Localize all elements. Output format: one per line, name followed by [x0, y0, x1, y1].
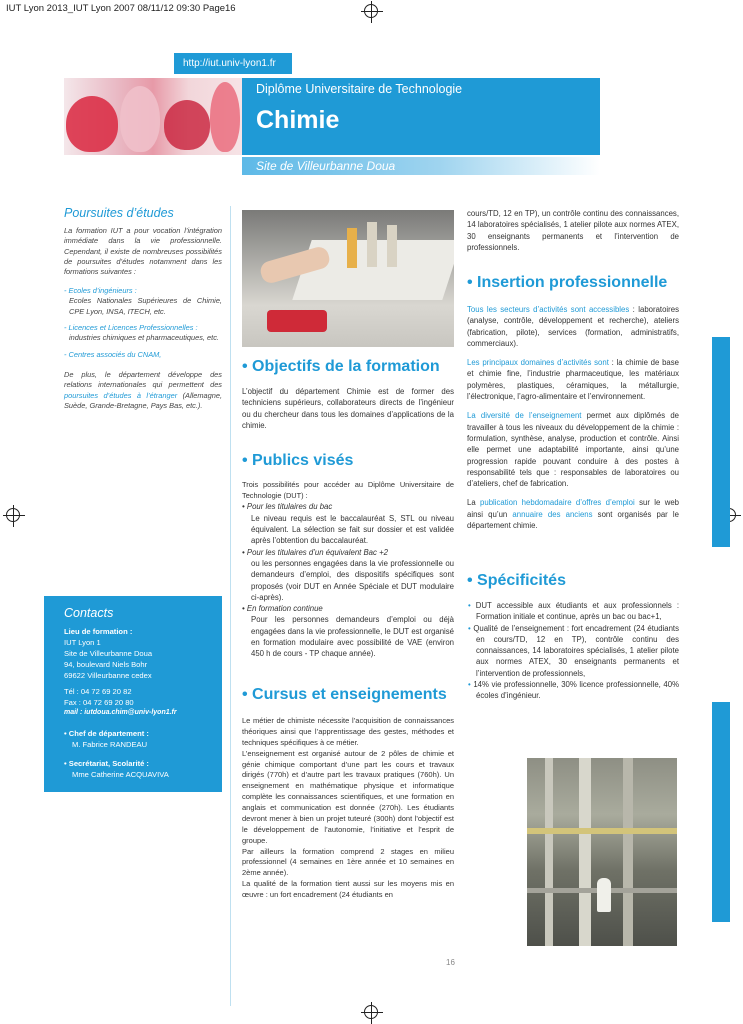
column-divider — [230, 206, 231, 1006]
poursuites-text: Ecoles Nationales Supérieures de Chimie, CPE Lyon, INSA, ITECH, etc. — [69, 296, 222, 316]
phone: Tél : 04 72 69 20 82 — [64, 687, 132, 696]
lab-photo — [242, 210, 454, 347]
alumni-directory-link[interactable]: annuaire des anciens — [512, 509, 593, 519]
bullet-icon: • — [468, 623, 474, 633]
insertion-title: • Insertion professionnelle — [467, 274, 668, 291]
objectifs-title: • Objectifs de la formation — [242, 358, 440, 375]
objectifs-section — [242, 358, 454, 431]
side-tab — [712, 702, 730, 922]
print-slug: IUT Lyon 2013_IUT Lyon 2007 08/11/12 09:30 Page16 — [6, 3, 236, 14]
lieu-label: Lieu de formation : — [64, 627, 133, 636]
poursuites-intro: La formation IUT a pour vocation l’intégration immédiate dans la vie professionnelle. Cependant, il existe de nombreuses possibilités de poursuites d’études notamment dans les formations suivantes : — [64, 226, 222, 277]
email-link[interactable]: mail : iutdoua.chim@univ-lyon1.fr — [64, 709, 177, 716]
poursuites-etranger-link[interactable]: poursuites d’études à l’étranger — [64, 390, 178, 400]
poursuites-link-licences[interactable]: - Licences et Licences Professionnelles : — [64, 322, 198, 332]
insertion-section — [467, 274, 679, 531]
page-title: Chimie — [256, 106, 340, 134]
outro-text: De plus, le département développe des relations internationales qui permettent des — [64, 369, 222, 390]
address-line: IUT Lyon 1 — [64, 638, 101, 647]
fax: Fax : 04 72 69 20 80 — [64, 698, 134, 707]
insertion-s2 — [467, 357, 679, 402]
publics-head-bac: • Pour les titulaires du bac — [242, 502, 333, 512]
specificites-item-text: Qualité de l’enseignement : fort encadrement (24 étudiants en cours/TD, 12 en TP), contrôle continu des connaissances, 14 laboratoires spécialisés, 1 atelier pilote aux normes ATEX, 30 enseignants permanents et l’intervention de professionnels, — [473, 623, 679, 678]
address-line: Site de Villeurbanne Doua — [64, 649, 153, 658]
url-link[interactable]: http://iut.univ-lyon1.fr — [183, 58, 276, 69]
specificites-section — [467, 572, 679, 702]
cursus-p4: La qualité de la formation tient aussi sur les moyens mis en œuvre : un fort encadrement (24 étudiants en — [242, 879, 454, 899]
page-number: 16 — [446, 958, 455, 967]
publics-text: Le niveau requis est le baccalauréat S, STL ou niveau équivalent. La sélection se fait sur dossier et est validée après l’obtention du baccalauréat. — [251, 513, 454, 546]
registration-mark-icon — [6, 508, 20, 522]
poursuites-link-ecoles[interactable]: - Ecoles d’ingénieurs : — [64, 285, 137, 295]
contacts-box — [44, 596, 222, 792]
secretariat-label: • Secrétariat, Scolarité : — [64, 759, 149, 769]
specificites-item-text: 14% vie professionnelle, 30% licence professionnelle, 40% écoles d’ingénieur. — [473, 680, 679, 701]
site-band — [242, 157, 600, 175]
col3-top — [467, 208, 679, 253]
specificites-item — [467, 679, 679, 702]
insertion-s3 — [467, 410, 679, 489]
pilot-plant-photo — [527, 758, 677, 946]
registration-mark-icon — [364, 4, 378, 18]
insertion-s4-text: sur le web ainsi qu’un — [467, 498, 679, 519]
publics-intro: Trois possibilités pour accéder au Diplôme Universitaire de Technologie (DUT) : — [242, 480, 454, 500]
col3-continued-text: cours/TD, 12 en TP), un contrôle continu des connaissances, 14 laboratoires spécialisés, 1 atelier pilote aux normes ATEX, 30 enseignants permanents et l’intervention de professionnels. — [467, 209, 679, 252]
contacts-title: Contacts — [64, 606, 114, 620]
insertion-s1 — [467, 304, 679, 349]
publics-text: ou les personnes engagées dans la vie professionnelle ou demandeurs d’emploi, des dispositifs spécifiques sont proposés (voir DUT en Année Spéciale et DUT modulaire ci-après). — [251, 558, 454, 602]
poursuites-text: industries chimiques et pharmaceutiques, etc. — [69, 333, 219, 343]
site-label: Site de Villeurbanne Doua — [256, 159, 396, 173]
insertion-s2-head: Les principaux domaines d’activités sont — [467, 358, 609, 368]
poursuites-title: Poursuites d’études — [64, 206, 174, 220]
publics-head-bac2: • Pour les titulaires d’un équivalent Bac +2 — [242, 547, 388, 557]
cursus-section — [242, 686, 454, 901]
cursus-title: • Cursus et enseignements — [242, 686, 447, 703]
side-tab — [712, 337, 730, 547]
publics-section — [242, 452, 454, 660]
poursuites-link-cnam[interactable]: - Centres associés du CNAM, — [64, 349, 162, 359]
insertion-s2-text: : la chimie de base et chimie fine, l’industrie pharmaceutique, les matériaux polymères, plastiques, céramiques, la métallurgie, l’électronique, l’agro-alimentaire et l’environnement. — [467, 358, 679, 402]
secretariat-name: Mme Catherine ACQUAVIVA — [72, 770, 169, 780]
insertion-s3-text: permet aux diplômés de travailler à tous les niveaux du développement de la chimie : formulation, synthèse, analyse, production et contrôle. Ainsi elle permet une adaptabilité importante, ainsi qu’une progression rapide pouvant conduire à des postes à responsabilité tels que : responsables de laboratoires ou d’ateliers, chef de fabrication. — [467, 411, 680, 489]
specificites-item — [467, 600, 679, 623]
flasks-photo — [64, 78, 242, 155]
insertion-s1-head: Tous les secteurs d’activités sont accessibles — [467, 305, 630, 314]
insertion-s3-head: La diversité de l’enseignement — [467, 411, 582, 421]
insertion-s4 — [467, 497, 679, 531]
header-subtitle: Diplôme Universitaire de Technologie — [256, 82, 463, 96]
bullet-icon: • — [468, 680, 474, 690]
publics-text: Pour les personnes demandeurs d’emploi ou déjà engagées dans la vie professionnelle, le DUT est organisé en formation modulaire avec possibilité de VAE (environ 450 h de cours - TP chaque année). — [251, 615, 454, 659]
objectifs-text: L’objectif du département Chimie est de former des techniciens supérieurs, collaborateurs directs de l’ingénieur ou du chercheur dans tous les domaines d’applications de la chimie. — [242, 387, 454, 430]
insertion-s4-text: La — [467, 498, 476, 508]
cursus-p2: L’enseignement est organisé autour de 2 pôles de chimie et génie chimique comportant d’une part les cours et travaux dirigés (770h) et d’autre part les travaux pratiques (760h). Un enseignement en mathématique physique et informatique complète les connaissances scientifiques, et une formation en anglais et communication est donnée (270h). Les étudiants devront mener à bien un projet tuteuré (300h) dont l’objectif est le développement de l’autonomie, l’initiative et l’esprit de groupe. — [242, 748, 454, 845]
publics-title: • Publics visés — [242, 452, 354, 469]
publics-head-continue: • En formation continue — [242, 604, 323, 614]
url-bar[interactable] — [174, 53, 292, 74]
registration-mark-icon — [364, 1005, 378, 1019]
chef-name: M. Fabrice RANDEAU — [72, 740, 148, 750]
specificites-title: • Spécificités — [467, 572, 566, 589]
cursus-p1: Le métier de chimiste nécessite l’acquisition de connaissances théoriques ainsi que l’apprentissage des gestes, méthodes et techniques spécifiques à ce métier. — [242, 716, 454, 747]
poursuites-section — [64, 206, 222, 411]
poursuites-outro — [64, 370, 222, 411]
bullet-icon: • — [468, 601, 476, 610]
insertion-s4-text: sont organisés par le département chimie. — [467, 509, 679, 531]
cursus-p3: Par ailleurs la formation comprend 2 stages en milieu professionnel (4 semaines en 1ère année et 10 semaines en 2ème année). — [242, 846, 454, 878]
address-line: 94, boulevard Niels Bohr — [64, 660, 148, 669]
specificites-item — [467, 623, 679, 679]
specificites-item-text: DUT accessible aux étudiants et aux professionnels : Formation initiale et continue, après un bac ou bac+1, — [475, 601, 679, 622]
chef-label: • Chef de département : — [64, 729, 149, 739]
address-line: 69622 Villeurbanne cedex — [64, 671, 152, 680]
insertion-s1-text: : laboratoires (analyse, contrôle, développement et recherche), ateliers (fabrication, pilote), services (formation, administratifs, commerciaux). — [467, 305, 679, 348]
job-offers-link[interactable]: publication hebdomadaire d’offres d’emploi — [480, 498, 635, 508]
outro-text: (Allemagne, Suède, Grande-Bretagne, Pays Bas, etc.). — [64, 390, 222, 411]
